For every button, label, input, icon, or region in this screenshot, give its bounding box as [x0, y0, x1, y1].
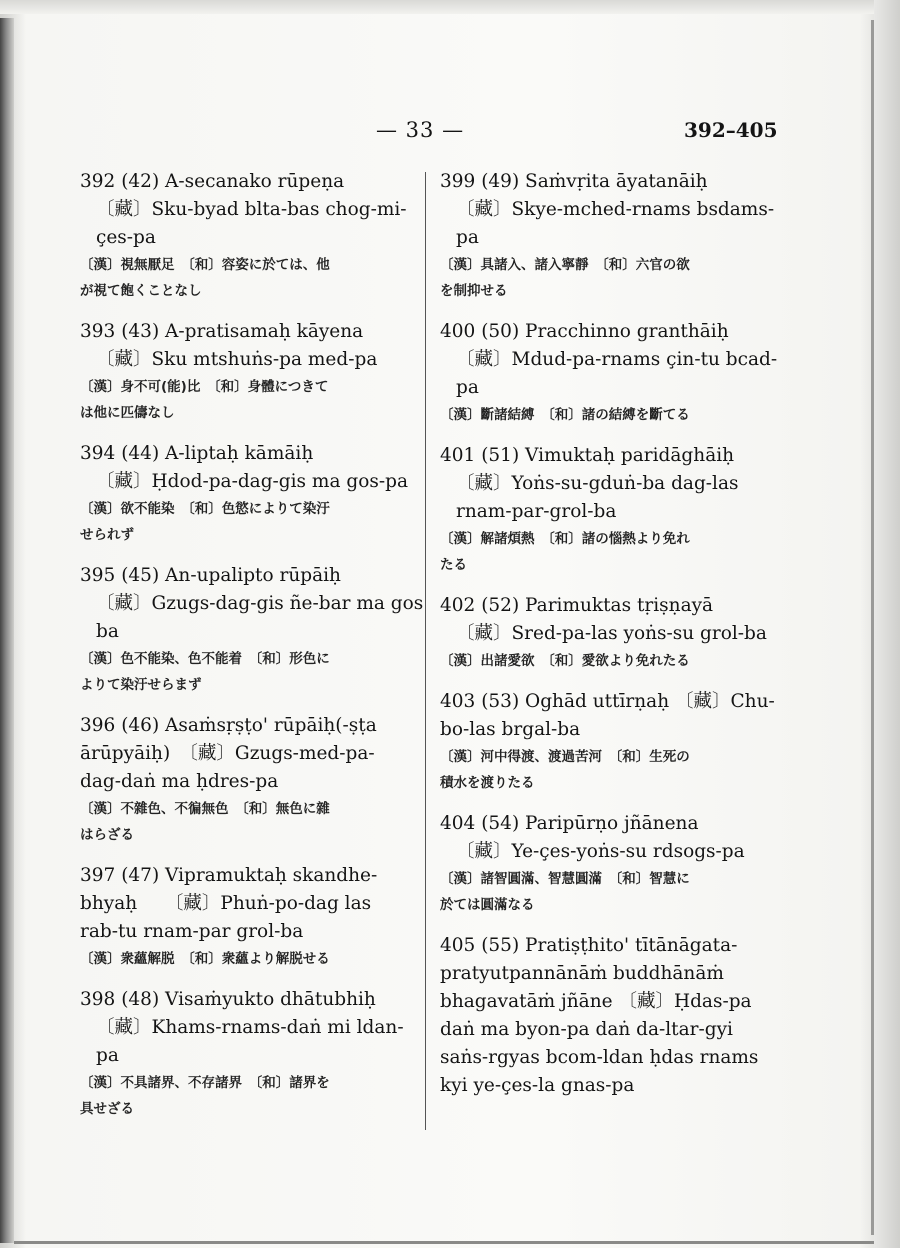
entry-annotation-line: 〔漢〕色不能染、色不能着 〔和〕形色に	[80, 651, 330, 667]
entry-sanskrit-line: saṅs-rgyas bcom-ldan ḥdas rnams	[440, 1047, 759, 1068]
dictionary-entry	[440, 810, 780, 918]
page-top-edge	[0, 0, 900, 14]
entry-tibetan-line: 〔藏〕Ḥdod-pa-dag-gis ma gos-pa	[96, 471, 408, 492]
entry-annotation-line: 於ては圓滿なる	[440, 897, 535, 913]
entry-tibetan-line: pa	[456, 227, 479, 248]
entry-sanskrit-line: pratyutpannānāṁ buddhānāṁ	[440, 963, 724, 984]
left-column	[80, 168, 424, 1136]
entry-tibetan-line: 〔藏〕Sku-byad blta-bas chog-mi-	[96, 199, 407, 220]
entry-annotation-line: 具せざる	[80, 1101, 134, 1117]
entry-sanskrit-line: daṅ ma byon-pa daṅ da-ltar-gyi	[440, 1019, 733, 1040]
page-right-margin	[874, 0, 900, 1248]
dictionary-entry	[80, 562, 424, 698]
dictionary-entry	[80, 440, 420, 548]
right-column	[440, 168, 780, 1114]
dictionary-entry	[440, 318, 780, 428]
entry-tibetan-line: 〔藏〕Ye-çes-yoṅs-su rdsogs-pa	[456, 841, 745, 862]
entry-tibetan-line: 〔藏〕Khams-rnams-daṅ mi ldan-	[96, 1017, 404, 1038]
page-bottom-edge	[14, 1241, 874, 1244]
entry-tibetan-line: çes-pa	[96, 227, 156, 248]
entry-tibetan-line: 〔藏〕Sku mtshuṅs-pa med-pa	[96, 349, 378, 370]
entry-sanskrit-line: 398 (48) Visaṁyukto dhātubhiḥ	[80, 989, 376, 1010]
entry-sanskrit-line: bhagavatāṁ jñāne 〔藏〕Ḥdas-pa	[440, 991, 752, 1012]
entry-tibetan-line: rnam-par-grol-ba	[456, 501, 617, 522]
entry-annotation-line: はらざる	[80, 827, 134, 843]
entry-annotation-line: 〔漢〕諸智圓滿、智慧圓滿 〔和〕智慧に	[440, 871, 690, 887]
entry-tibetan-line: 〔藏〕Sred-pa-las yoṅs-su grol-ba	[456, 623, 767, 644]
entry-annotation-line: 〔漢〕欲不能染 〔和〕色慾によりて染汙	[80, 501, 330, 517]
entry-sanskrit-line: 395 (45) An-upalipto rūpāiḥ	[80, 565, 341, 586]
entry-annotation-line: 〔漢〕視無厭足 〔和〕容姿に於ては、他	[80, 257, 330, 273]
entry-sanskrit-line: 393 (43) A-pratisamaḥ kāyena	[80, 321, 364, 342]
dictionary-entry	[80, 986, 420, 1122]
entry-sanskrit-line: 400 (50) Pracchinno granthāiḥ	[440, 321, 729, 342]
entry-tibetan-line: 〔藏〕Gzugs-dag-gis ñe-bar ma gos	[96, 593, 424, 614]
entry-annotation-line: 〔漢〕出諸愛欲 〔和〕愛欲より免れたる	[440, 653, 690, 669]
entry-sanskrit-line: kyi ye-çes-la gnas-pa	[440, 1075, 635, 1096]
dictionary-entry	[440, 168, 780, 304]
entry-sanskrit-line: ārūpyāiḥ) 〔藏〕Gzugs-med-pa-	[80, 743, 375, 764]
dictionary-entry	[440, 932, 780, 1100]
dictionary-entry	[440, 442, 780, 578]
entry-sanskrit-line: bhyaḥ 〔藏〕Phuṅ-po-dag las	[80, 893, 372, 914]
entry-annotation-line: 〔漢〕河中得渡、渡過苦河 〔和〕生死の	[440, 749, 690, 765]
entry-annotation-line: 〔漢〕身不可(能)比 〔和〕身體につきて	[80, 379, 329, 395]
book-binding-edge	[0, 18, 14, 1243]
entry-sanskrit-line: 396 (46) Asaṁsṛṣṭo' rūpāiḥ(-ṣṭa	[80, 715, 377, 736]
column-divider	[425, 172, 426, 1130]
dictionary-entry	[80, 168, 420, 304]
entry-tibetan-line: 〔藏〕Mdud-pa-rnams çin-tu bcad-	[456, 349, 778, 370]
entry-tibetan-line: pa	[96, 1045, 119, 1066]
entry-annotation-line: 〔漢〕不具諸界、不存諸界 〔和〕諸界を	[80, 1075, 330, 1091]
entry-sanskrit-line: 404 (54) Paripūrṇo jñānena	[440, 813, 699, 834]
entry-sanskrit-line: 401 (51) Vimuktaḥ paridāghāiḥ	[440, 445, 735, 466]
entry-sanskrit-line: rab-tu rnam-par grol-ba	[80, 921, 304, 942]
entry-sanskrit-line: 399 (49) Saṁvṛita āyatanāiḥ	[440, 171, 708, 192]
entry-annotation-line: が視て飽くことなし	[80, 283, 202, 299]
dictionary-entry	[80, 862, 420, 972]
entry-annotation-line: 〔漢〕斷諸結縛 〔和〕諸の結縛を斷てる	[440, 407, 690, 423]
entry-annotation-line: よりて染汙せらまず	[80, 677, 202, 693]
entry-tibetan-line: ba	[96, 621, 119, 642]
entry-sanskrit-line: bo-las brgal-ba	[440, 719, 581, 740]
entry-sanskrit-line: 405 (55) Pratiṣṭhito' tītānāgata-	[440, 935, 738, 956]
entry-range: 392–405	[684, 118, 778, 142]
entry-tibetan-line: pa	[456, 377, 479, 398]
entry-tibetan-line: 〔藏〕Yoṅs-su-gduṅ-ba dag-las	[456, 473, 739, 494]
entry-annotation-line: 〔漢〕具諸入、諸入寧靜 〔和〕六官の欲	[440, 257, 690, 273]
entry-annotation-line: 〔漢〕衆蘊解脱 〔和〕衆蘊より解脱せる	[80, 951, 330, 967]
entry-annotation-line: せられず	[80, 527, 134, 543]
dictionary-entry	[440, 688, 780, 796]
entry-annotation-line: 〔漢〕解諸煩熱 〔和〕諸の惱熱より免れ	[440, 531, 690, 547]
entry-annotation-line: 積水を渡りたる	[440, 775, 535, 791]
entry-sanskrit-line: 392 (42) A-secanako rūpeṇa	[80, 171, 345, 192]
entry-annotation-line: は他に匹儔なし	[80, 405, 175, 421]
entry-tibetan-line: 〔藏〕Skye-mched-rnams bsdams-	[456, 199, 775, 220]
dictionary-entry	[440, 592, 780, 674]
entry-sanskrit-line: 403 (53) Oghād uttīrṇaḥ 〔藏〕Chu-	[440, 691, 775, 712]
entry-sanskrit-line: 397 (47) Vipramuktaḥ skandhe-	[80, 865, 378, 886]
dictionary-entry	[80, 712, 420, 848]
page-number: — 33 —	[376, 118, 465, 142]
dictionary-entry	[80, 318, 420, 426]
page-header	[0, 118, 900, 148]
entry-sanskrit-line: 394 (44) A-liptaḥ kāmāiḥ	[80, 443, 314, 464]
entry-annotation-line: を制抑せる	[440, 283, 508, 299]
entry-annotation-line: 〔漢〕不雜色、不徧無色 〔和〕無色に雜	[80, 801, 330, 817]
entry-sanskrit-line: dag-daṅ ma ḥdres-pa	[80, 771, 279, 792]
entry-sanskrit-line: 402 (52) Parimuktas tṛiṣṇayā	[440, 595, 714, 616]
entry-annotation-line: たる	[440, 557, 467, 573]
